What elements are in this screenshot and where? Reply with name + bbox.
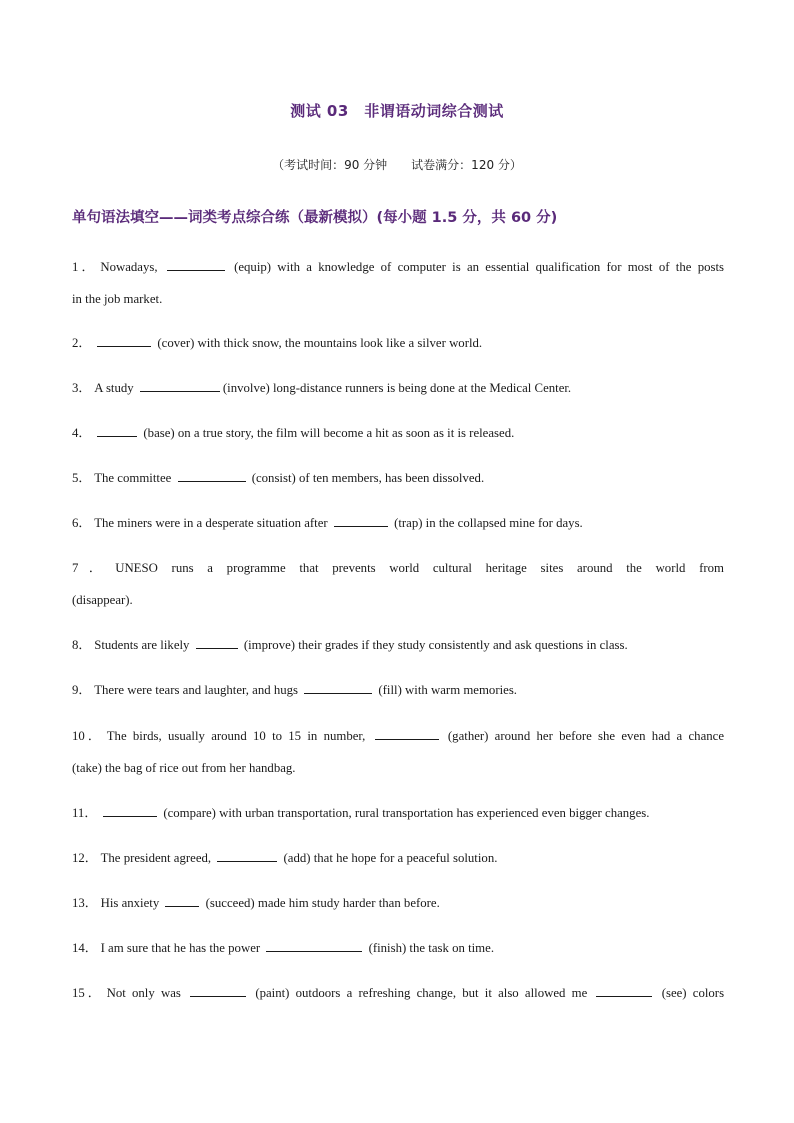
question-number: 12． [72, 851, 98, 865]
question-5 [72, 462, 724, 494]
question-number: 11． [72, 806, 98, 820]
question-10-continued: (take) the bag of rice out from her handbag. [72, 761, 296, 775]
question-text: (base) on a true story, the film will become a hit as soon as it is released. [143, 426, 515, 440]
question-number: 13． [72, 896, 98, 910]
question-number: 1． [72, 260, 98, 274]
question-text: Nowadays, [100, 260, 158, 274]
question-text: (compare) with urban transportation, rural transportation has experienced even bigger changes. [163, 806, 650, 820]
question-4 [72, 417, 724, 449]
question-text: The birds, usually around 10 to 15 in number, [106, 729, 366, 743]
question-text: (succeed) made him study harder than before. [205, 896, 440, 910]
question-number: 14． [72, 941, 98, 955]
question-number: 3． [72, 381, 92, 395]
question-10 [72, 720, 724, 752]
answer-blank[interactable] [178, 469, 246, 482]
question-number: 9． [72, 683, 92, 697]
question-number: 5． [72, 471, 92, 485]
question-6 [72, 507, 724, 539]
question-text: Not only was [106, 986, 181, 1000]
question-text: (trap) in the collapsed mine for days. [394, 516, 583, 530]
question-text: There were tears and laughter, and hugs [94, 683, 298, 697]
question-text: (improve) their grades if they study consistently and ask questions in class. [243, 638, 628, 652]
answer-blank[interactable] [266, 939, 362, 952]
question-text: (paint) outdoors a refreshing change, but it also allowed me [255, 986, 588, 1000]
question-number: 10． [72, 729, 104, 743]
question-1 [72, 251, 724, 283]
page-title: 测试 03 非谓语动词综合测试 [290, 102, 504, 120]
answer-blank[interactable] [217, 849, 277, 862]
exam-info: （考试时间：90 分钟 试卷满分：120 分） [272, 158, 522, 172]
question-text: (gather) around her before she even had a chance [447, 729, 725, 743]
question-7 [72, 552, 724, 584]
question-number: 6． [72, 516, 92, 530]
question-11 [72, 797, 724, 829]
question-text: A study [94, 381, 134, 395]
answer-blank[interactable] [97, 424, 137, 437]
answer-blank[interactable] [167, 258, 225, 271]
answer-blank[interactable] [196, 636, 238, 649]
question-number: 15． [72, 986, 104, 1000]
question-2 [72, 327, 724, 359]
question-number: 8． [72, 638, 92, 652]
question-9 [72, 674, 724, 706]
question-text: (add) that he hope for a peaceful solution. [283, 851, 498, 865]
question-number: 2． [72, 336, 92, 350]
question-text: (cover) with thick snow, the mountains look like a silver world. [157, 336, 483, 350]
answer-blank[interactable] [190, 984, 246, 997]
question-12 [72, 842, 724, 874]
question-number: 4． [72, 426, 92, 440]
answer-blank[interactable] [97, 334, 151, 347]
question-13 [72, 887, 724, 919]
answer-blank[interactable] [596, 984, 652, 997]
question-15 [72, 977, 724, 1009]
question-text: Students are likely [94, 638, 190, 652]
answer-blank[interactable] [304, 681, 372, 694]
question-8 [72, 629, 724, 661]
question-3 [72, 372, 724, 404]
answer-blank[interactable] [165, 894, 199, 907]
question-14 [72, 932, 724, 964]
question-text: (fill) with warm memories. [378, 683, 518, 697]
question-text: (finish) the task on time. [368, 941, 495, 955]
question-text: His anxiety [100, 896, 160, 910]
question-text: The miners were in a desperate situation after [94, 516, 328, 530]
question-number: 7． [72, 561, 113, 575]
question-7-continued: (disappear). [72, 593, 133, 607]
question-1-continued: in the job market. [72, 292, 163, 306]
question-text: I am sure that he has the power [100, 941, 261, 955]
question-text: (see) colors [661, 986, 725, 1000]
answer-blank[interactable] [103, 804, 157, 817]
question-text: (consist) of ten members, has been dissolved. [251, 471, 485, 485]
question-text: UNESO runs a programme that prevents world cultural heritage sites around the world from [115, 561, 724, 575]
answer-blank[interactable] [140, 379, 220, 392]
question-text: (equip) with a knowledge of computer is an essential qualification for most of the posts [234, 260, 725, 274]
question-text: (involve) long-distance runners is being done at the Medical Center. [222, 381, 572, 395]
answer-blank[interactable] [375, 727, 439, 740]
question-text: The president agreed, [100, 851, 212, 865]
question-text: The committee [94, 471, 172, 485]
answer-blank[interactable] [334, 514, 388, 527]
section-heading: 单句语法填空——词类考点综合练（最新模拟）(每小题 1.5 分，共 60 分) [72, 210, 558, 226]
